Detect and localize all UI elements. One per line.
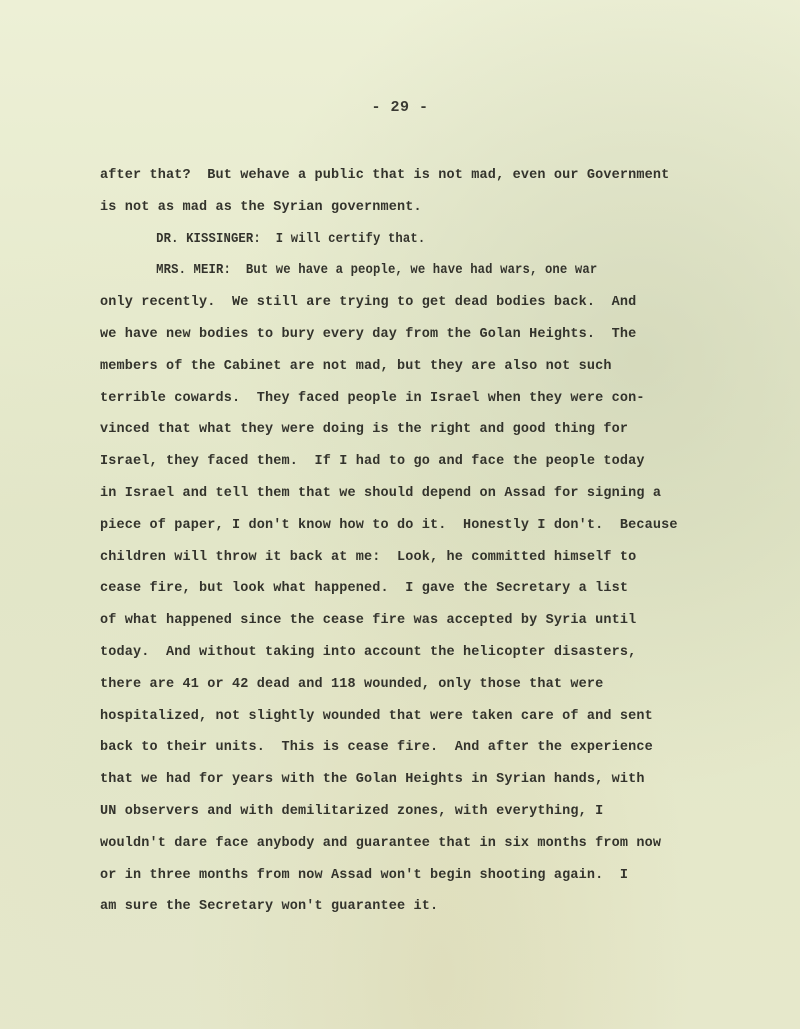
transcript-line: of what happened since the cease fire was accepted by Syria until: [100, 613, 637, 629]
transcript-line: MRS. MEIR: But we have a people, we have had wars, one war: [156, 263, 598, 279]
transcript-line: children will throw it back at me: Look, he committed himself to: [100, 549, 637, 565]
page-number: - 29 -: [371, 99, 429, 116]
transcript-line: vinced that what they were doing is the right and good thing for: [100, 422, 629, 438]
transcript-line: wouldn't dare face anybody and guarantee that in six months from now: [100, 835, 662, 851]
transcript-line: after that? But wehave a public that is not mad, even our Government: [100, 168, 670, 183]
transcript-line: cease fire, but look what happened. I gave the Secretary a list: [100, 581, 629, 597]
transcript-line: or in three months from now Assad won't begin shooting again. I: [100, 867, 629, 883]
transcript-line: we have new bodies to bury every day from the Golan Heights. The: [100, 326, 637, 342]
transcript-line: there are 41 or 42 dead and 118 wounded, only those that were: [100, 676, 604, 692]
transcript-line: members of the Cabinet are not mad, but they are also not such: [100, 358, 612, 374]
transcript-line: today. And without taking into account the helicopter disasters,: [100, 644, 637, 660]
transcript-line: that we had for years with the Golan Heights in Syrian hands, with: [100, 772, 645, 788]
transcript-line: hospitalized, not slightly wounded that were taken care of and sent: [100, 708, 653, 724]
transcript-line: Israel, they faced them. If I had to go and face the people today: [100, 454, 645, 470]
transcript-line: piece of paper, I don't know how to do it. Honestly I don't. Because: [100, 517, 678, 533]
transcript-line: DR. KISSINGER: I will certify that.: [156, 231, 426, 247]
transcript-body: [100, 160, 760, 923]
transcript-line: terrible cowards. They faced people in Israel when they were con-: [100, 390, 645, 406]
transcript-line: am sure the Secretary won't guarantee it.: [100, 899, 439, 915]
transcript-line: in Israel and tell them that we should depend on Assad for signing a: [100, 485, 662, 501]
transcript-line: is not as mad as the Syrian government.: [100, 199, 422, 215]
transcript-line: UN observers and with demilitarized zones, with everything, I: [100, 803, 604, 819]
transcript-line: only recently. We still are trying to get dead bodies back. And: [100, 295, 637, 311]
transcript-line: back to their units. This is cease fire. And after the experience: [100, 740, 653, 756]
